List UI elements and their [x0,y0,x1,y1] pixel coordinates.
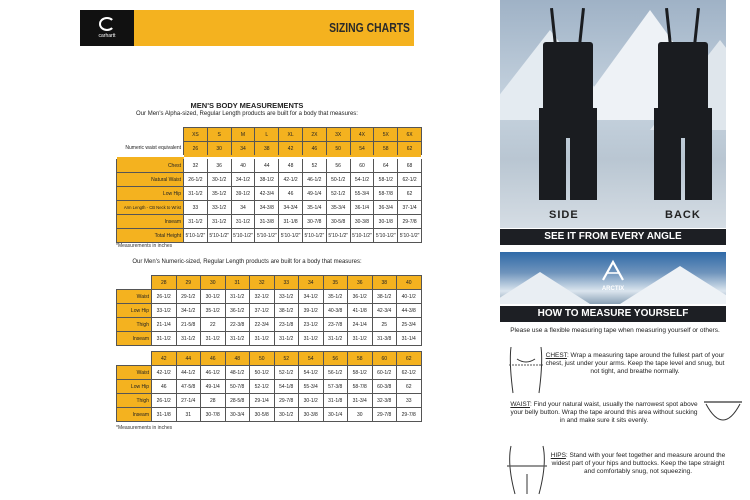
num2-value-cell: 30-3/4 [225,408,250,422]
num1-size-header-row [117,276,422,290]
numeric-size-table-1 [116,275,422,346]
alpha-value-cell: 5'10-1/2" [326,229,350,243]
num1-value-cell: 25 [372,318,397,332]
num2-value-cell: 47-5/8 [176,380,201,394]
num1-value-cell: 35-1/2 [201,304,226,318]
alpha-size-header: S [207,128,231,142]
num2-row [117,366,422,380]
num2-value-cell: 30 [348,408,373,422]
alpha-value-cell: 33-1/2 [207,201,231,215]
num1-value-cell: 31-1/2 [201,332,226,346]
hips-instruction [548,452,728,476]
numeric-size-table-2 [116,351,422,422]
hips-text: : Stand with your feet together and measure around the widest part of your hips and buttocks. Keep the tape straight and comfortably snug, not squeezing. [551,452,726,475]
num1-row-label: Waist [117,290,152,304]
num1-value-cell: 36-1/2 [348,290,373,304]
num2-size-header: 42 [152,352,177,366]
alpha-size-header: XL [279,128,303,142]
num2-value-cell: 62 [397,380,422,394]
alpha-value-cell: 36-3/4 [374,201,398,215]
alpha-size-header: M [231,128,255,142]
numeric-note: *Measurements in inches [116,425,173,431]
alpha-size-table [116,127,422,243]
alpha-numeric-cell: 30 [207,142,231,158]
alpha-numeric-cell: 34 [231,142,255,158]
alpha-value-cell: 42-3/4 [255,187,279,201]
alpha-value-cell: 52 [302,157,326,173]
num1-value-cell: 38-1/2 [274,304,299,318]
num2-size-header: 44 [176,352,201,366]
num1-value-cell: 22 [201,318,226,332]
alpha-table-row [117,173,422,187]
num1-value-cell: 26-1/2 [152,290,177,304]
alpha-value-cell: 62-1/2 [398,173,422,187]
alpha-value-cell: 48 [279,157,303,173]
alpha-numeric-cell: 26 [184,142,208,158]
num1-value-cell: 30-1/2 [201,290,226,304]
alpha-value-cell: 5'10-1/2" [350,229,374,243]
num1-value-cell: 23-7/8 [323,318,348,332]
num1-value-cell: 35-1/2 [323,290,348,304]
alpha-row-label: Arm Length - CB Neck to Wrist [117,201,184,215]
num1-value-cell: 23-1/2 [299,318,324,332]
num2-value-cell: 55-3/4 [299,380,324,394]
num2-value-cell: 31 [176,408,201,422]
alpha-note: *Measurements in inches [116,243,173,249]
num2-row-label: Thigh [117,394,152,408]
num2-value-cell: 30-1/4 [323,408,348,422]
brand-logo [80,10,134,46]
num1-value-cell: 32-1/2 [250,290,275,304]
alpha-numeric-cell: 42 [279,142,303,158]
alpha-value-cell: 36-1/4 [350,201,374,215]
measure-intro: Please use a flexible measuring tape when measuring yourself or others. [510,327,720,334]
num2-size-header-row [117,352,422,366]
num1-size-header: 33 [274,276,299,290]
num1-size-header: 34 [299,276,324,290]
alpha-table-row [117,187,422,201]
num2-value-cell: 48-1/2 [225,366,250,380]
num2-value-cell: 54-1/2 [299,366,324,380]
num2-value-cell: 29-7/8 [372,408,397,422]
alpha-value-cell: 31-1/2 [184,187,208,201]
num1-corner [117,276,152,290]
alpha-row-label: Total Height [117,229,184,243]
alpha-size-header: 4X [350,128,374,142]
num1-value-cell: 37-1/2 [250,304,275,318]
alpha-value-cell: 36 [207,157,231,173]
arctix-wordmark: ARCTIX [601,286,625,292]
num1-value-cell: 44-3/8 [397,304,422,318]
alpha-value-cell: 44 [255,157,279,173]
alpha-numeric-cell: 46 [302,142,326,158]
num1-value-cell: 31-1/2 [299,332,324,346]
alpha-numeric-row [117,142,422,158]
alpha-numeric-label: Numeric waist equivalent [125,145,181,152]
alpha-value-cell: 49-1/4 [302,187,326,201]
num1-size-header: 38 [372,276,397,290]
alpha-value-cell: 58-1/2 [374,173,398,187]
alpha-value-cell: 46-1/2 [302,173,326,187]
num2-value-cell: 52-1/2 [250,380,275,394]
alpha-corner [117,128,184,142]
num1-value-cell: 31-3/8 [372,332,397,346]
alpha-value-cell: 31-1/2 [231,215,255,229]
alpha-value-cell: 58-7/8 [374,187,398,201]
num1-value-cell: 33-1/2 [152,304,177,318]
waist-text: : Find your natural waist, usually the narrowest spot above your belly button. Wrap the tape around this area without sucking in and make sure it sits evenly. [510,401,698,424]
num2-row [117,394,422,408]
alpha-size-header: 6X [398,128,422,142]
alpha-row-label: Natural Waist [117,173,184,187]
num1-value-cell: 22-3/4 [250,318,275,332]
num1-value-cell: 31-1/2 [274,332,299,346]
num2-row-label: Waist [117,366,152,380]
num1-row [117,304,422,318]
logo-wordmark: carhartt [98,33,116,39]
num1-value-cell: 24-1/4 [348,318,373,332]
alpha-size-header-row [117,128,422,142]
num2-value-cell: 27-1/4 [176,394,201,408]
alpha-value-cell: 26-1/2 [184,173,208,187]
num1-value-cell: 22-3/8 [225,318,250,332]
num2-value-cell: 30-1/2 [299,394,324,408]
num2-value-cell: 58-7/8 [348,380,373,394]
num2-value-cell: 29-1/4 [250,394,275,408]
chest-instruction [545,352,725,376]
alpha-row-label: Low Hip [117,187,184,201]
logo-c-icon [99,17,115,31]
alpha-value-cell: 31-1/8 [279,215,303,229]
alpha-value-cell: 32 [184,157,208,173]
waist-figure-icon [700,396,746,436]
num2-value-cell: 49-1/4 [201,380,226,394]
alpha-value-cell: 34-3/4 [279,201,303,215]
alpha-row-label: Chest [117,157,184,173]
alpha-value-cell: 60 [350,157,374,173]
num2-row-label: Inseam [117,408,152,422]
num1-value-cell: 31-1/2 [225,332,250,346]
num2-size-header: 62 [397,352,422,366]
num1-value-cell: 23-1/8 [274,318,299,332]
hips-title: HIPS [550,452,566,459]
alpha-value-cell: 33 [184,201,208,215]
num1-value-cell: 29-1/2 [176,290,201,304]
num1-row-label: Thigh [117,318,152,332]
chest-figure-icon [505,345,547,395]
section-title: MEN'S BODY MEASUREMENTS [190,101,304,110]
num1-value-cell: 40-3/8 [323,304,348,318]
num2-value-cell: 30-7/8 [201,408,226,422]
num2-value-cell: 46-1/2 [201,366,226,380]
alpha-value-cell: 5'10-1/2" [374,229,398,243]
num1-value-cell: 41-1/8 [348,304,373,318]
alpha-value-cell: 30-3/8 [350,215,374,229]
alpha-value-cell: 31-1/2 [207,215,231,229]
num1-value-cell: 31-1/2 [250,332,275,346]
num2-value-cell: 50-7/8 [225,380,250,394]
num1-value-cell: 31-1/2 [152,332,177,346]
num2-value-cell: 30-3/8 [299,408,324,422]
num2-value-cell: 31-1/8 [152,408,177,422]
alpha-value-cell: 38-1/2 [255,173,279,187]
num2-value-cell: 60-3/8 [372,380,397,394]
angle-banner: SEE IT FROM EVERY ANGLE [500,229,726,245]
num2-value-cell: 46 [152,380,177,394]
num2-corner [117,352,152,366]
num2-value-cell: 30-1/2 [274,408,299,422]
num1-value-cell: 21-1/4 [152,318,177,332]
alpha-value-cell: 5'10-1/2" [398,229,422,243]
alpha-value-cell: 5'10-1/2" [302,229,326,243]
alpha-value-cell: 54-1/2 [350,173,374,187]
alpha-value-cell: 30-7/8 [302,215,326,229]
alpha-subtitle: Our Men's Alpha-sized, Regular Length products are built for a body that measures: [136,111,358,117]
num2-value-cell: 31-1/8 [323,394,348,408]
num1-value-cell: 31-1/2 [225,290,250,304]
num2-size-header: 58 [348,352,373,366]
num1-size-header: 29 [176,276,201,290]
alpha-value-cell: 37-1/4 [398,201,422,215]
alpha-table-row [117,157,422,173]
hips-figure-icon [505,444,549,496]
num1-row [117,318,422,332]
num2-size-header: 46 [201,352,226,366]
num1-row [117,332,422,346]
alpha-value-cell: 30-1/8 [374,215,398,229]
alpha-numeric-cell: 38 [255,142,279,158]
num2-value-cell: 57-3/8 [323,380,348,394]
num2-value-cell: 60-1/2 [372,366,397,380]
alpha-value-cell: 30-5/8 [326,215,350,229]
num1-value-cell: 34-1/2 [299,290,324,304]
alpha-numeric-cell: 58 [374,142,398,158]
arctix-mark-icon [600,258,626,284]
num1-value-cell: 31-1/2 [176,332,201,346]
num2-value-cell: 52-1/2 [274,366,299,380]
num1-size-header: 31 [225,276,250,290]
alpha-size-header: 5X [374,128,398,142]
alpha-value-cell: 35-3/4 [326,201,350,215]
num1-value-cell: 40-1/2 [397,290,422,304]
num2-size-header: 56 [323,352,348,366]
num1-value-cell: 21-5/8 [176,318,201,332]
alpha-value-cell: 5'10-1/2" [207,229,231,243]
alpha-size-header: 2X [302,128,326,142]
num2-size-header: 50 [250,352,275,366]
chest-text: : Wrap a measuring tape around the fullest part of your chest, just under your arms. Keep the tape level and snug, but not tight, and breathe normally. [545,352,725,375]
num2-row-label: Low Hip [117,380,152,394]
alpha-numeric-cell: 50 [326,142,350,158]
waist-title: WAIST [510,401,530,408]
alpha-value-cell: 42-1/2 [279,173,303,187]
alpha-size-header: 3X [326,128,350,142]
num1-size-header: 30 [201,276,226,290]
alpha-value-cell: 68 [398,157,422,173]
num2-value-cell: 32-3/8 [372,394,397,408]
alpha-value-cell: 5'10-1/2" [231,229,255,243]
alpha-value-cell: 46 [279,187,303,201]
num1-size-header: 35 [323,276,348,290]
num2-value-cell: 26-1/2 [152,394,177,408]
alpha-value-cell: 30-1/2 [207,173,231,187]
alpha-value-cell: 5'10-1/2" [255,229,279,243]
alpha-value-cell: 40 [231,157,255,173]
num2-value-cell: 50-1/2 [250,366,275,380]
num1-row-label: Inseam [117,332,152,346]
alpha-value-cell: 5'10-1/2" [279,229,303,243]
alpha-value-cell: 34 [231,201,255,215]
num2-size-header: 48 [225,352,250,366]
alpha-value-cell: 62 [398,187,422,201]
num1-value-cell: 38-1/2 [372,290,397,304]
alpha-value-cell: 31-3/8 [255,215,279,229]
alpha-numeric-cell: 62 [398,142,422,158]
num2-value-cell: 29-7/8 [274,394,299,408]
num1-value-cell: 31-1/2 [323,332,348,346]
num2-value-cell: 44-1/2 [176,366,201,380]
num1-value-cell: 36-1/2 [225,304,250,318]
num2-value-cell: 42-1/2 [152,366,177,380]
waist-instruction [510,401,698,425]
alpha-numeric-cell: 54 [350,142,374,158]
alpha-table-row [117,229,422,243]
num1-size-header: 40 [397,276,422,290]
alpha-table-row [117,215,422,229]
alpha-value-cell: 56 [326,157,350,173]
num1-size-header: 32 [250,276,275,290]
num2-value-cell: 56-1/2 [323,366,348,380]
chest-title: CHEST [545,352,567,359]
num2-row [117,380,422,394]
num2-size-header: 52 [274,352,299,366]
num1-size-header: 28 [152,276,177,290]
alpha-value-cell: 34-3/8 [255,201,279,215]
num1-value-cell: 31-1/4 [397,332,422,346]
alpha-value-cell: 35-1/2 [207,187,231,201]
alpha-size-header: XS [184,128,208,142]
num1-value-cell: 39-1/2 [299,304,324,318]
num1-value-cell: 33-1/2 [274,290,299,304]
alpha-size-header: L [255,128,279,142]
num1-size-header: 36 [348,276,373,290]
alpha-value-cell: 35-1/4 [302,201,326,215]
num2-value-cell: 31-3/4 [348,394,373,408]
alpha-value-cell: 52-1/2 [326,187,350,201]
alpha-value-cell: 50-1/2 [326,173,350,187]
num2-value-cell: 54-1/8 [274,380,299,394]
num1-value-cell: 31-1/2 [348,332,373,346]
num2-value-cell: 58-1/2 [348,366,373,380]
alpha-value-cell: 64 [374,157,398,173]
alpha-row-label: Inseam [117,215,184,229]
num2-value-cell: 28-5/8 [225,394,250,408]
num2-size-header: 60 [372,352,397,366]
alpha-table-row [117,201,422,215]
num1-value-cell: 25-3/4 [397,318,422,332]
num2-value-cell: 33 [397,394,422,408]
num2-row [117,408,422,422]
num2-value-cell: 29-7/8 [397,408,422,422]
sizing-charts-title: SIZING CHARTS [329,20,410,35]
num1-row-label: Low Hip [117,304,152,318]
alpha-value-cell: 31-1/2 [184,215,208,229]
num2-value-cell: 62-1/2 [397,366,422,380]
num2-size-header: 54 [299,352,324,366]
num1-row [117,290,422,304]
side-label: SIDE [549,209,579,221]
num1-value-cell: 42-3/4 [372,304,397,318]
alpha-value-cell: 29-7/8 [398,215,422,229]
back-label: BACK [665,209,701,221]
alpha-value-cell: 34-1/2 [231,173,255,187]
num2-value-cell: 28 [201,394,226,408]
alpha-value-cell: 39-1/2 [231,187,255,201]
numeric-subtitle: Our Men's Numeric-sized, Regular Length products are built for a body that measures: [132,259,362,265]
measure-banner: HOW TO MEASURE YOURSELF [500,306,726,322]
alpha-value-cell: 5'10-1/2" [184,229,208,243]
num1-value-cell: 34-1/2 [176,304,201,318]
num2-value-cell: 30-5/8 [250,408,275,422]
alpha-value-cell: 55-3/4 [350,187,374,201]
arctix-logo [598,258,628,298]
